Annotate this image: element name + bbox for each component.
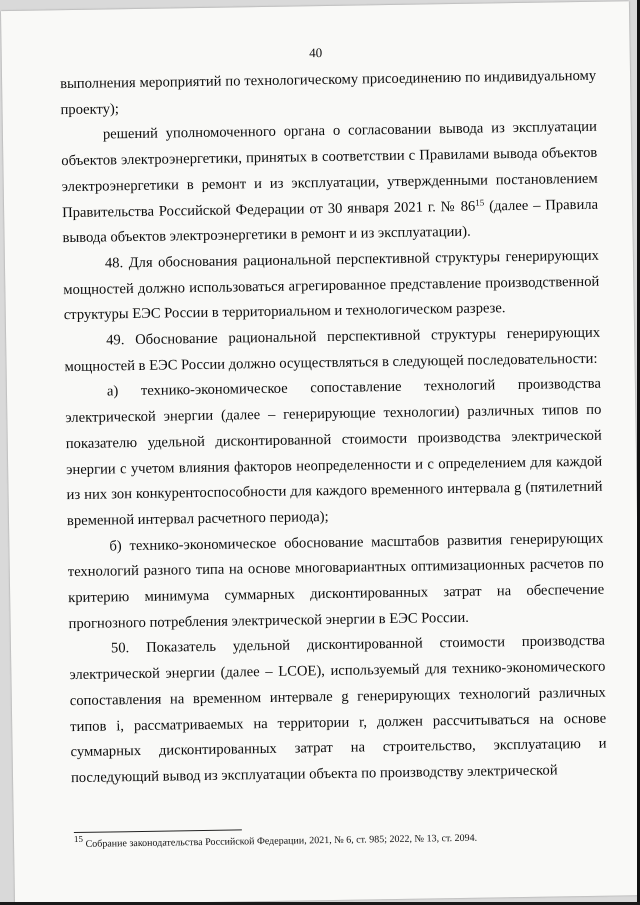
paragraph-49: 49. Обоснование рациональной перспективной структуры генерирующих мощностей в ЕЭС России должно осуществляться в следующей последовательности: xyxy=(64,324,601,375)
paragraph-48: 48. Для обоснования рациональной перспективной структуры генерирующих мощностей должно использоваться агрегированное представление производственной структуры ЕЭС России в территориальном и технологическом разрезе. xyxy=(63,247,600,324)
paragraph-49b: б) технико-экономическое обоснование масштабов развития генерирующих технологий разного типа на основе многовариантных оптимизационных расчетов по критерию минимума суммарных дисконтированных затрат на обеспечение прогнозного потребления электрической энергии в ЕЭС России. xyxy=(67,530,605,632)
paragraph-continuation: выполнения мероприятий по технологическому присоединению по индивидуальному проекту); xyxy=(60,67,597,118)
paragraph-50: 50. Показатель удельной дисконтированной стоимости производства электрической энергии (далее – LCOE), используемый для технико-экономического сопоставления на временном интервале g генерирующих технологий различных типов i, рассматриваемых на территории r, должен рассчитываться на основе суммарных дисконтированных затрат на строительство, эксплуатацию и последующий вывод из эксплуатации объекта по производству электрической xyxy=(69,633,607,787)
footnote-divider xyxy=(74,829,242,833)
paragraph-49a: а) технико-экономическое сопоставление технологий производства электрической энергии (далее – генерирующие технологии) различных типов по показателю удельной дисконтированной стоимости производства электрической энергии с учетом влияния факторов неопределенности и с определением для каждой из них зон конкурентоспособности для каждого временного интервала g (пятилетний временной интервал расчетного периода); xyxy=(65,376,603,530)
footnote xyxy=(74,830,614,851)
footnote-reference: 15 xyxy=(475,197,485,208)
paragraph-decisions-tail: (далее – Правила вывода объектов электроэнергетики в ремонт и из эксплуатации). xyxy=(62,196,599,247)
document-page xyxy=(1,1,640,905)
paragraph-decisions xyxy=(61,115,599,252)
paragraph-decisions-text: решений уполномоченного органа о согласовании вывода из эксплуатации объектов электроэнергетики, принятых в соответствии с Правилами вывода объектов электроэнергетики в ремонт и из эксплуатации, утвержденными постановлением Правительства Российской Федерации от 30 января 2021 г. № 86 xyxy=(61,119,598,221)
footnote-number: 15 xyxy=(73,833,84,845)
footnote-text: Собрание законодательства Российской Федерации, 2021, № 6, ст. 985; 2022, № 13, ст. 2094. xyxy=(85,832,478,850)
page-number: 40 xyxy=(309,45,323,61)
body-text xyxy=(60,64,607,792)
